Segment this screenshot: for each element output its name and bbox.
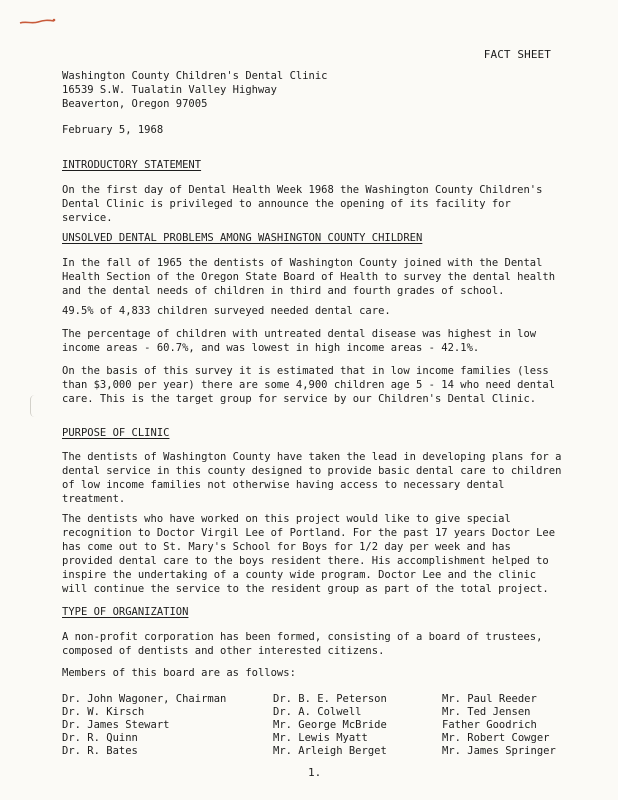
heading-type-of-organization: TYPE OF ORGANIZATION [62, 606, 189, 618]
fact-sheet-label: FACT SHEET [483, 48, 551, 61]
member-name: Mr. James Springer [442, 745, 556, 757]
member-name: Dr. R. Bates [62, 745, 138, 757]
intro-paragraph: On the first day of Dental Health Week 1968 the Washington County Children's Dental Clinic is privileged to announce the opening of its facility for service. [62, 184, 543, 224]
member-name: Mr. Robert Cowger [442, 732, 550, 744]
member-name: Mr. Paul Reeder [442, 693, 537, 705]
address-line-2: 16539 S.W. Tualatin Valley Highway [62, 84, 277, 96]
member-name: Dr. A. Colwell [273, 706, 362, 718]
address-line-3: Beaverton, Oregon 97005 [62, 98, 208, 110]
problems-paragraph-1: In the fall of 1965 the dentists of Washington County joined with the Dental Health Section of the Oregon State Board of Health to survey the dental health and the dental needs of children in third and fourth grades of school. [62, 257, 556, 297]
member-name: Dr. W. Kirsch [62, 706, 145, 718]
pen-scribble-mark [18, 14, 58, 28]
member-name: Mr. Arleigh Berget [273, 745, 387, 757]
member-name: Dr. James Stewart [62, 719, 170, 731]
member-name: Mr. Ted Jensen [442, 706, 531, 718]
organization-paragraph-1: A non-profit corporation has been formed, consisting of a board of trustees, composed of dentists and other interested citizens. [62, 631, 543, 657]
address-line-1: Washington County Children's Dental Clinic [62, 70, 328, 82]
margin-hole-mark [30, 395, 39, 417]
members-column-2 [273, 693, 387, 758]
page-number: 1. [308, 766, 322, 779]
member-name: Mr. George McBride [273, 719, 387, 731]
organization-paragraph-2: Members of this board are as follows: [62, 667, 296, 679]
address-block [62, 69, 562, 111]
problems-paragraph-2: 49.5% of 4,833 children surveyed needed dental care. [62, 305, 391, 317]
member-name: Father Goodrich [442, 719, 537, 731]
purpose-paragraph-2: The dentists who have worked on this project would like to give special recognition to Doctor Virgil Lee of Portland. For the past 17 years Doctor Lee has come out to St. Mary's School for Boys for 1/2 day per week and has provided dental care to the boys resident there. His accomplishment helped to inspire the undertaking of a county wide program. Doctor Lee and the clinic will continue the service to the resident group as part of the total project. [62, 513, 556, 595]
heading-unsolved-problems: UNSOLVED DENTAL PROBLEMS AMONG WASHINGTON COUNTY CHILDREN [62, 232, 423, 244]
purpose-paragraph-1: The dentists of Washington County have taken the lead in developing plans for a dental service in this county designed to provide basic dental care to children of low income families not otherwise having access to necessary dental treatment. [62, 451, 562, 505]
heading-introductory-statement: INTRODUCTORY STATEMENT [62, 159, 202, 171]
document-date: February 5, 1968 [62, 124, 164, 136]
members-column-1 [62, 693, 226, 758]
problems-paragraph-4: On the basis of this survey it is estimated that in low income families (less than $3,000 per year) there are some 4,900 children age 5 - 14 who need dental care. This is the target group for service by our Children's Dental Clinic. [62, 365, 556, 405]
member-name: Dr. R. Quinn [62, 732, 138, 744]
member-name: Dr. B. E. Peterson [273, 693, 387, 705]
problems-paragraph-3: The percentage of children with untreated dental disease was highest in low income areas - 60.7%, and was lowest in high income areas - 42.1%. [62, 328, 537, 354]
members-column-3 [442, 693, 556, 758]
member-name: Dr. John Wagoner, Chairman [62, 693, 227, 705]
heading-purpose-of-clinic: PURPOSE OF CLINIC [62, 427, 170, 439]
member-name: Mr. Lewis Myatt [273, 732, 368, 744]
